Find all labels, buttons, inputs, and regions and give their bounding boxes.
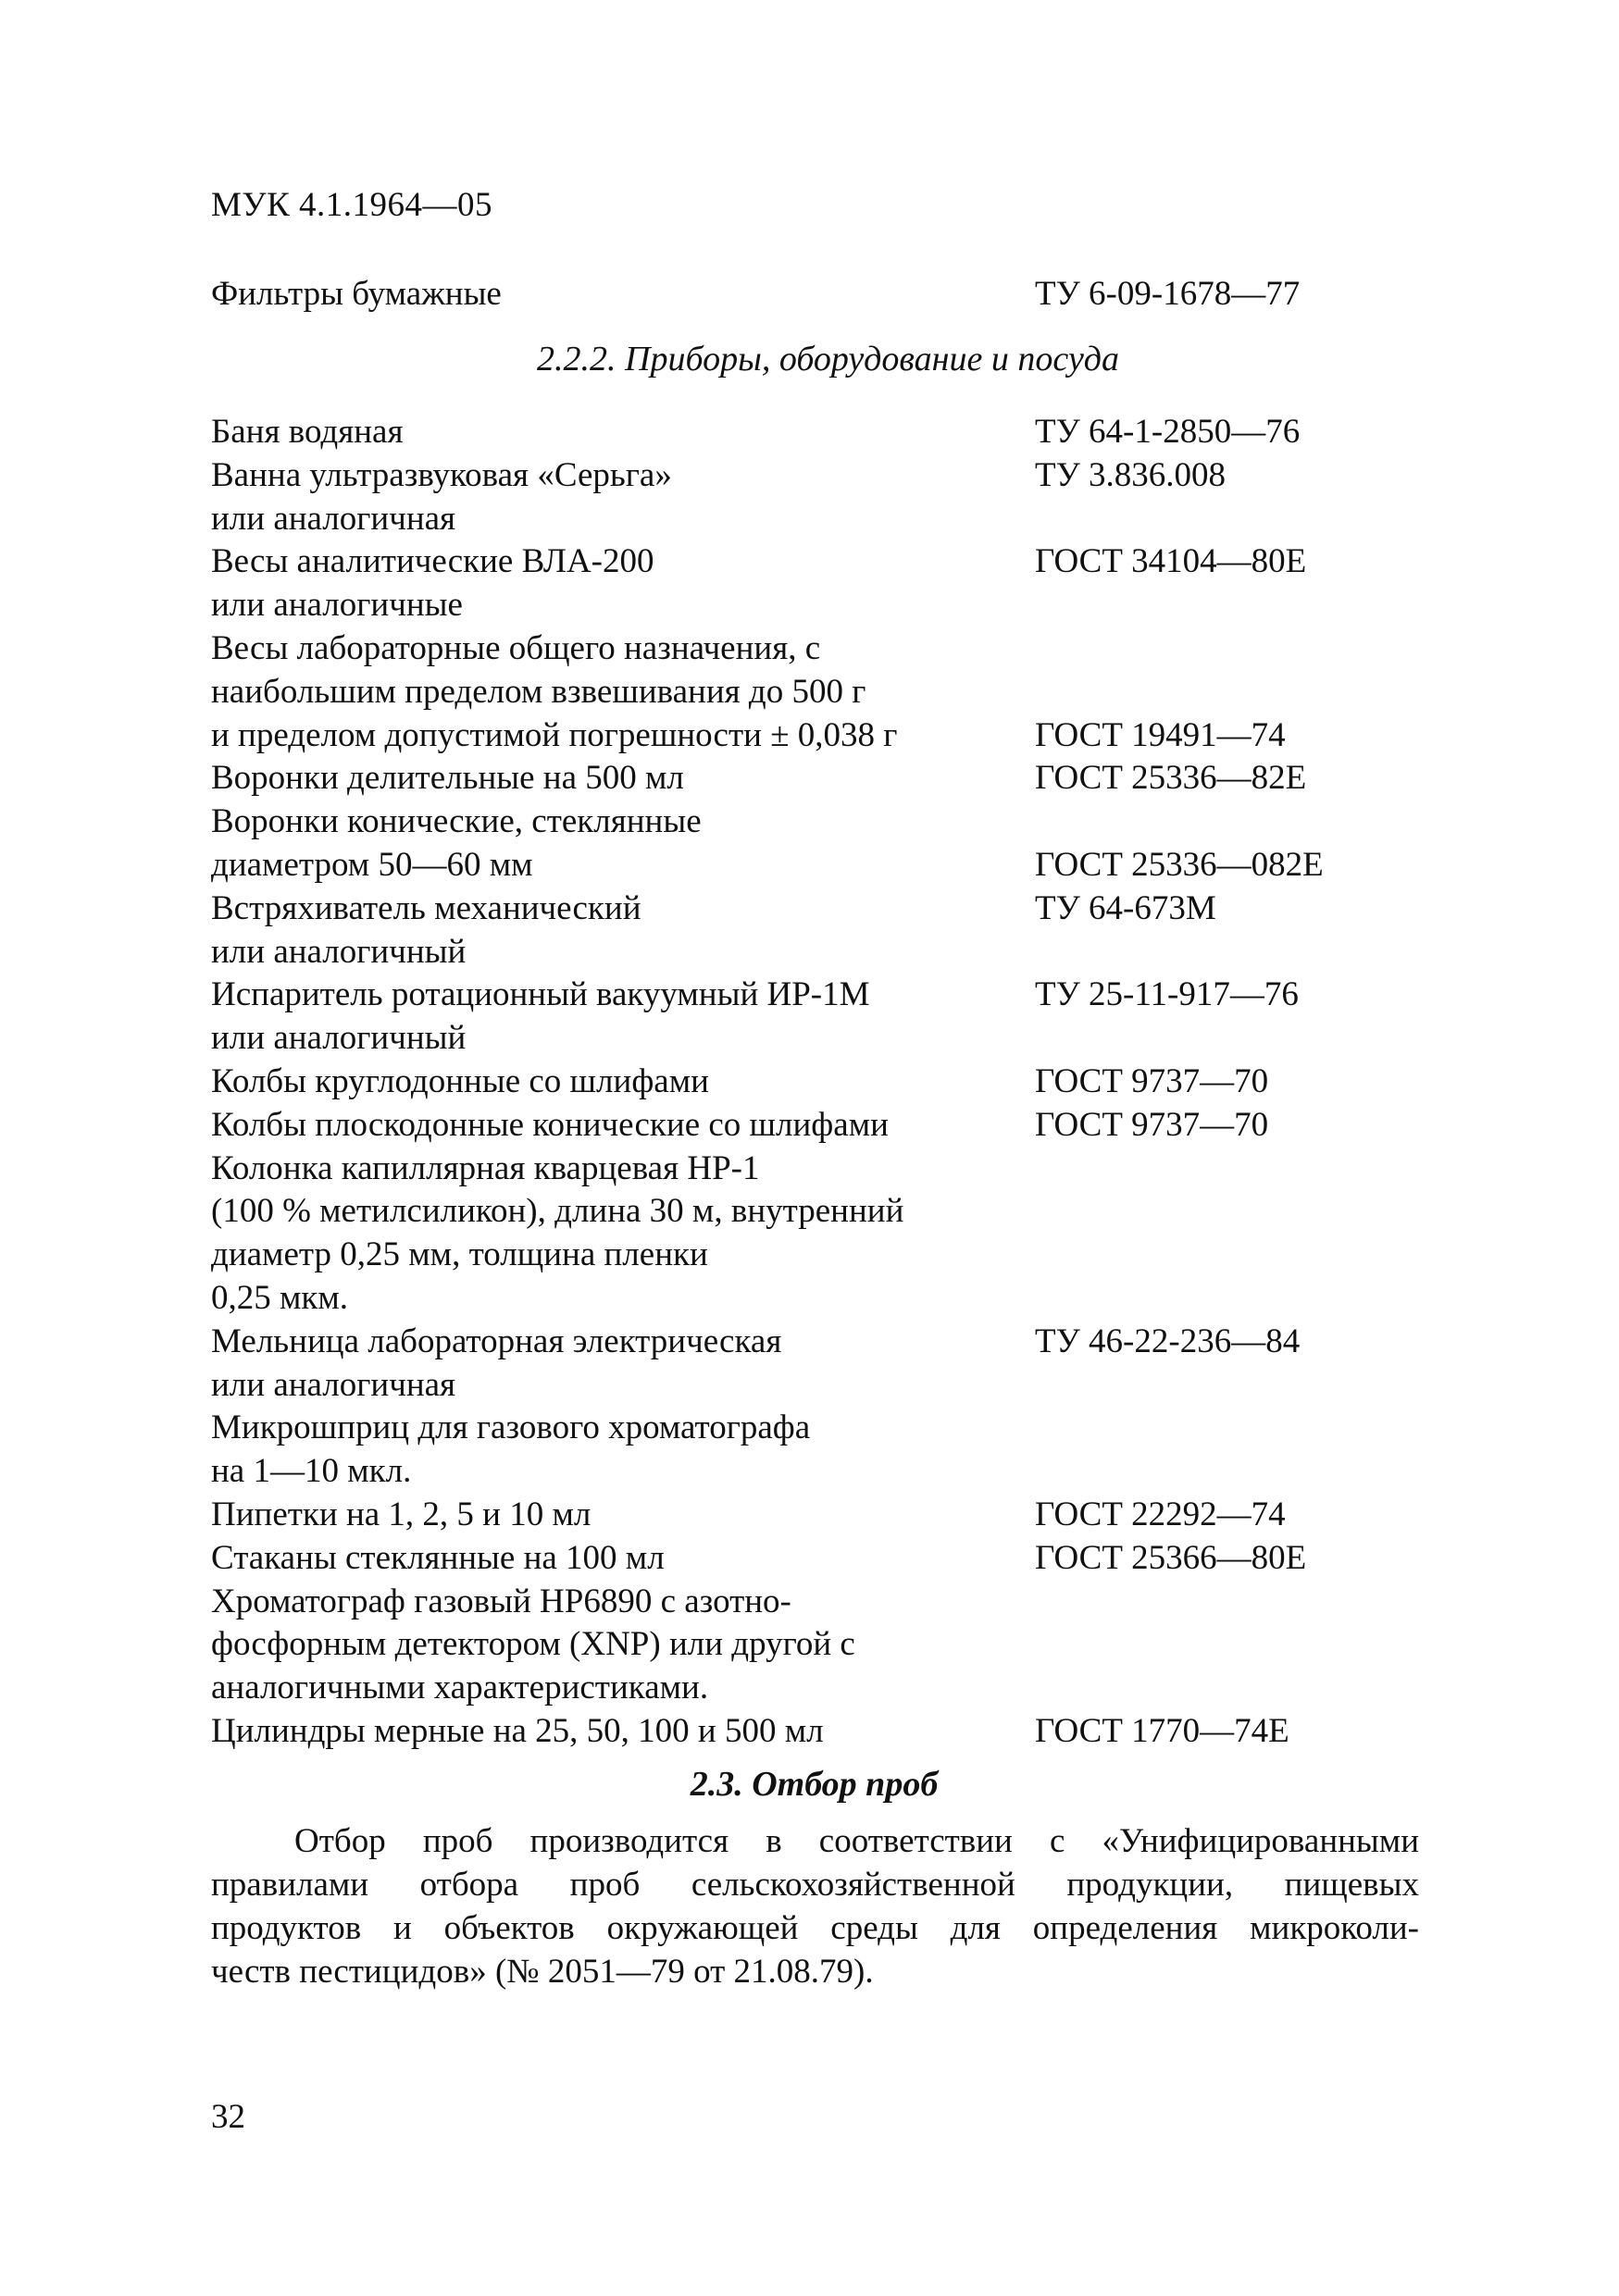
section-title: 2.3. Отбор проб <box>690 1765 939 1804</box>
equipment-standard: ГОСТ 1770—74Е <box>1035 1711 1289 1750</box>
paragraph-line: Отбор проб производится в соответствии с «Унифицированными <box>294 1822 1419 1860</box>
filter-paper-standard: ТУ 6-09-1678—77 <box>1035 275 1301 313</box>
equipment-standard: ГОСТ 9737—70 <box>1035 1105 1269 1144</box>
equipment-name-line: 0,25 мкм. <box>211 1278 349 1317</box>
equipment-name-line: Колонка капиллярная кварцевая НР-1 <box>211 1148 760 1187</box>
sampling-paragraph <box>211 1819 1419 1993</box>
equipment-item <box>211 1494 1433 1537</box>
equipment-standard: ГОСТ 9737—70 <box>1035 1061 1269 1100</box>
equipment-name-line: диаметр 0,25 мм, толщина пленки <box>211 1235 708 1274</box>
equipment-name-line: Стаканы стеклянные на 100 мл <box>211 1538 665 1577</box>
equipment-standard: ГОСТ 25336—82Е <box>1035 759 1307 798</box>
equipment-name-line: и пределом допустимой погрешности ± 0,038 г <box>211 715 898 754</box>
equipment-name-line: Хроматограф газовый НР6890 с азотно- <box>211 1582 791 1620</box>
equipment-item <box>211 454 1433 541</box>
equipment-item <box>211 540 1433 627</box>
equipment-name-line: или аналогичный <box>211 932 467 971</box>
equipment-name <box>211 411 1035 454</box>
equipment-name-line: Цилиндры мерные на 25, 50, 100 и 500 мл <box>211 1711 824 1750</box>
equipment-name-line: Ванна ультразвуковая «Серьга» <box>211 455 672 494</box>
equipment-standard: ГОСТ 25366—80Е <box>1035 1538 1307 1577</box>
equipment-name <box>211 1581 1035 1710</box>
equipment-name-line: Баня водяная <box>211 413 404 451</box>
equipment-item <box>211 1321 1433 1408</box>
equipment-name <box>211 454 1035 541</box>
equipment-standard: ТУ 64-1-2850—76 <box>1035 413 1301 451</box>
equipment-item <box>211 411 1433 454</box>
equipment-standard: ГОСТ 22292—74 <box>1035 1495 1286 1533</box>
equipment-name <box>211 1104 1035 1148</box>
equipment-name <box>211 1494 1035 1537</box>
equipment-name <box>211 540 1035 627</box>
equipment-name <box>211 887 1035 974</box>
equipment-standard: ГОСТ 34104—80Е <box>1035 542 1307 581</box>
equipment-name <box>211 1537 1035 1581</box>
equipment-name-line: (100 % метилсиликон), длина 30 м, внутренний <box>211 1192 904 1231</box>
filter-paper-name: Фильтры бумажные <box>211 275 502 313</box>
equipment-name-line: Колбы плоскодонные конические со шлифами <box>211 1105 889 1144</box>
equipment-standard: ГОСТ 19491—74 <box>1035 715 1286 754</box>
equipment-standard: ТУ 25-11-917—76 <box>1035 975 1299 1014</box>
equipment-standard: ТУ 46-22-236—84 <box>1035 1322 1301 1360</box>
equipment-name-line: диаметром 50—60 мм <box>211 845 533 884</box>
equipment-item <box>211 800 1433 887</box>
equipment-standard: ТУ 3.836.008 <box>1035 455 1227 494</box>
equipment-item <box>211 1061 1433 1104</box>
equipment-name <box>211 974 1035 1061</box>
equipment-name-line: Встряхиватель механический <box>211 888 641 927</box>
equipment-name-line: или аналогичный <box>211 1019 467 1058</box>
equipment-name <box>211 1321 1035 1408</box>
equipment-item <box>211 627 1433 757</box>
paragraph-line: продуктов и объектов окружающей среды для определения микроколи- <box>211 1909 1419 1947</box>
paragraph-line: честв пестицидов» (№ 2051—79 от 21.08.79). <box>211 1953 874 1991</box>
equipment-name-line: Колбы круглодонные со шлифами <box>211 1061 709 1100</box>
equipment-name-line: или аналогичная <box>211 1365 456 1404</box>
equipment-item <box>211 1537 1433 1581</box>
equipment-name <box>211 800 1035 887</box>
equipment-name <box>211 1710 1035 1754</box>
equipment-name <box>211 757 1035 800</box>
equipment-name-line: Воронки делительные на 500 мл <box>211 759 684 798</box>
equipment-item <box>211 1710 1433 1754</box>
equipment-name <box>211 1061 1035 1104</box>
equipment-name-line: аналогичными характеристиками. <box>211 1669 709 1707</box>
equipment-item <box>211 1581 1433 1710</box>
equipment-item <box>211 1104 1433 1148</box>
equipment-item <box>211 757 1433 800</box>
equipment-name-line: Испаритель ротационный вакуумный ИР-1М <box>211 975 870 1014</box>
equipment-name <box>211 1407 1035 1494</box>
equipment-name-line: фосфорным детектором (XNP) или другой с <box>211 1625 855 1664</box>
equipment-name-line: Весы аналитические ВЛА-200 <box>211 542 654 581</box>
subsection-title: 2.2.2. Приборы, оборудование и посуда <box>537 340 1119 379</box>
equipment-name-line: или аналогичная <box>211 499 456 538</box>
paragraph-line: правилами отбора проб сельскохозяйственной продукции, пищевых <box>211 1866 1419 1904</box>
equipment-name-line: Микрошприц для газового хроматографа <box>211 1409 811 1447</box>
equipment-item <box>211 974 1433 1061</box>
equipment-standard: ГОСТ 25336—082Е <box>1035 845 1324 884</box>
equipment-name-line: на 1—10 мкл. <box>211 1452 412 1491</box>
equipment-name-line: или аналогичные <box>211 586 463 625</box>
equipment-list <box>211 411 1433 1754</box>
equipment-name-line: Пипетки на 1, 2, 5 и 10 мл <box>211 1495 592 1533</box>
equipment-item <box>211 887 1433 974</box>
equipment-name <box>211 1148 1035 1321</box>
equipment-name-line: Мельница лабораторная электрическая <box>211 1322 782 1360</box>
equipment-name-line: Весы лабораторные общего назначения, с <box>211 628 821 667</box>
equipment-name-line: Воронки конические, стеклянные <box>211 802 702 841</box>
page-number: 32 <box>211 2098 245 2136</box>
equipment-item <box>211 1407 1433 1494</box>
page-header-doc-code: МУК 4.1.1964—05 <box>211 186 493 224</box>
equipment-standard: ТУ 64-673М <box>1035 888 1216 927</box>
equipment-name <box>211 627 1035 757</box>
equipment-name-line: наибольшим пределом взвешивания до 500 г <box>211 672 866 711</box>
equipment-item <box>211 1148 1433 1321</box>
